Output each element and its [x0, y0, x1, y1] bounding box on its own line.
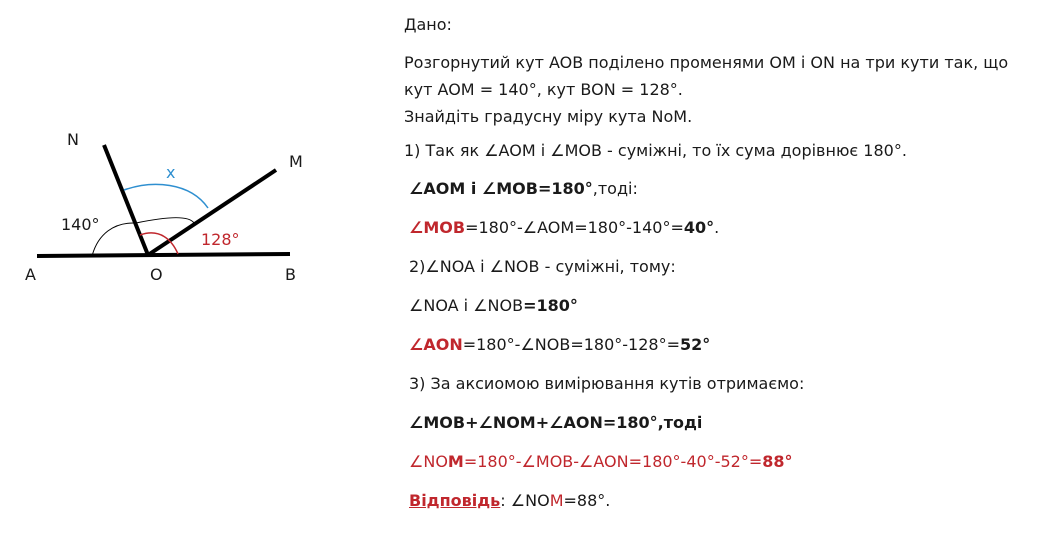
step-3-equation-bold: ∠MOB+∠NOM+∠AON=180°,тоді [409, 413, 703, 432]
angle-figure [0, 0, 380, 300]
label-a: A [25, 265, 36, 284]
label-b: B [285, 265, 296, 284]
aon-result: 52° [679, 335, 711, 354]
step-1-equation-bold: ∠AOM і ∠MOB=180° [409, 179, 593, 198]
answer-label: Відповідь [409, 491, 501, 510]
nom-m: M [447, 452, 464, 471]
step-2-equation [409, 295, 578, 317]
answer-colon: : [500, 491, 506, 510]
answer-line [409, 490, 610, 512]
mob-calculation [409, 217, 719, 239]
nom-calculation [409, 451, 793, 473]
step-2-equation-bold: =180° [523, 296, 578, 315]
nom-prefix: ∠NO [409, 452, 448, 471]
step-2-equation-plain: ∠NOA і ∠NOB [409, 296, 524, 315]
task-line: Знайдіть градусну міру кута NoM. [404, 107, 693, 126]
given-heading: Дано: [404, 15, 452, 34]
step-1: 1) Так як ∠AOM і ∠MOB - суміжні, то їх сума дорівнює 180°. [404, 141, 907, 160]
mob-end: . [714, 218, 720, 237]
label-n: N [67, 130, 79, 149]
label-x: x [166, 163, 176, 182]
mob-result: 40° [683, 218, 715, 237]
answer-pre: ∠NO [505, 491, 550, 510]
step-2: 2)∠NOA і ∠NOB - суміжні, тому: [409, 257, 676, 276]
aon-label: ∠AON [409, 335, 463, 354]
answer-post: =88°. [563, 491, 611, 510]
condition-line-2: кут AOM = 140°, кут BON = 128°. [404, 80, 683, 99]
label-angle-bon: 128° [201, 230, 240, 249]
line-ab [37, 254, 290, 256]
step-1-equation-rest: ,тоді: [592, 179, 638, 198]
nom-calc: =180°-∠MOB-∠AON=180°-40°-52°= [463, 452, 763, 471]
label-m: M [289, 152, 303, 171]
aon-calculation [409, 334, 710, 356]
mob-calc: =180°-∠AOM=180°-140°= [465, 218, 684, 237]
step-1-equation [409, 178, 638, 200]
aon-calc: =180°-∠NOB=180°-128°= [462, 335, 680, 354]
nom-result: 88° [762, 452, 793, 471]
label-o: O [150, 265, 163, 284]
mob-label: ∠MOB [409, 218, 466, 237]
step-3-equation [409, 412, 702, 434]
ray-on [104, 145, 148, 255]
answer-m: M [549, 491, 564, 510]
condition-line-1: Розгорнутий кут AOB поділено променями OM і ON на три кути так, що [404, 53, 1009, 72]
step-3: 3) За аксиомою вимірювання кутів отримаємо: [409, 374, 805, 393]
arc-nom [124, 184, 208, 208]
label-angle-aom: 140° [61, 215, 100, 234]
